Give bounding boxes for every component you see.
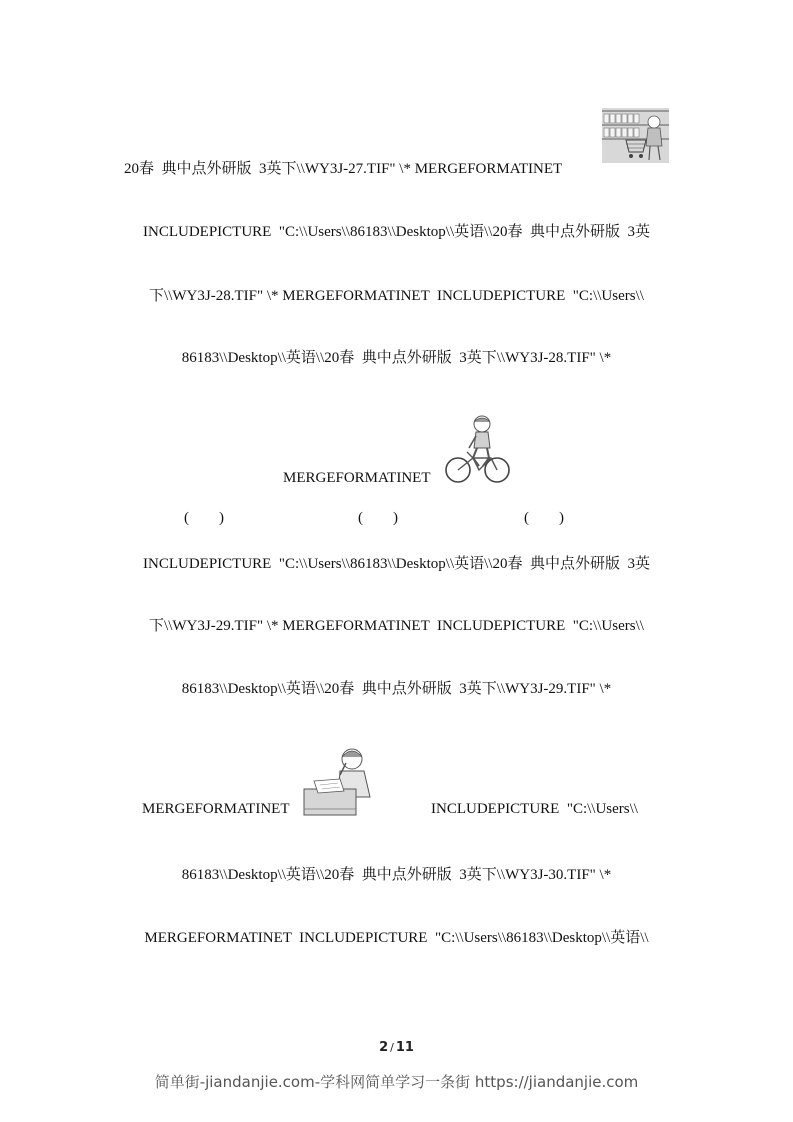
doc-line-10: INCLUDEPICTURE "C:\\Users\\ <box>431 801 638 817</box>
answer-blank-1[interactable]: ( ) <box>184 510 224 526</box>
boy-reading-at-desk-illustration <box>300 745 378 817</box>
doc-line-11: 86183\\Desktop\\英语\\20春 典中点外研版 3英下\\WY3J-30.TIF" \* <box>181 867 612 883</box>
boy-riding-bicycle-illustration <box>443 414 513 486</box>
doc-line-3: 下\\WY3J-28.TIF" \* MERGEFORMATINET INCLUDEPICTURE "C:\\Users\\ <box>149 288 644 304</box>
doc-line-1: 20春 典中点外研版 3英下\\WY3J-27.TIF" \* MERGEFORMATINET <box>124 161 563 177</box>
doc-line-2: INCLUDEPICTURE "C:\\Users\\86183\\Desktop\\英语\\20春 典中点外研版 3英 <box>143 224 650 240</box>
page-total: 11 <box>395 1040 414 1055</box>
answer-blank-2[interactable]: ( ) <box>358 510 398 526</box>
doc-line-6: INCLUDEPICTURE "C:\\Users\\86183\\Desktop\\英语\\20春 典中点外研版 3英 <box>143 556 650 572</box>
doc-line-5: MERGEFORMATINET <box>283 470 431 486</box>
page-number <box>0 1040 793 1055</box>
doc-line-7: 下\\WY3J-29.TIF" \* MERGEFORMATINET INCLUDEPICTURE "C:\\Users\\ <box>149 618 644 634</box>
doc-line-9: MERGEFORMATINET <box>142 801 290 817</box>
doc-line-8: 86183\\Desktop\\英语\\20春 典中点外研版 3英下\\WY3J-29.TIF" \* <box>181 681 612 697</box>
supermarket-shopping-girl-illustration <box>602 108 669 163</box>
page-separator: / <box>390 1041 394 1054</box>
site-footer: 简单街-jiandanjie.com-学科网简单学习一条街 https://jiandanjie.com <box>154 1073 639 1091</box>
answer-blank-3[interactable]: ( ) <box>524 510 564 526</box>
doc-line-4: 86183\\Desktop\\英语\\20春 典中点外研版 3英下\\WY3J-28.TIF" \* <box>181 350 612 366</box>
doc-line-12: MERGEFORMATINET INCLUDEPICTURE "C:\\Users\\86183\\Desktop\\英语\\ <box>144 930 649 946</box>
page-current: 2 <box>379 1040 389 1055</box>
